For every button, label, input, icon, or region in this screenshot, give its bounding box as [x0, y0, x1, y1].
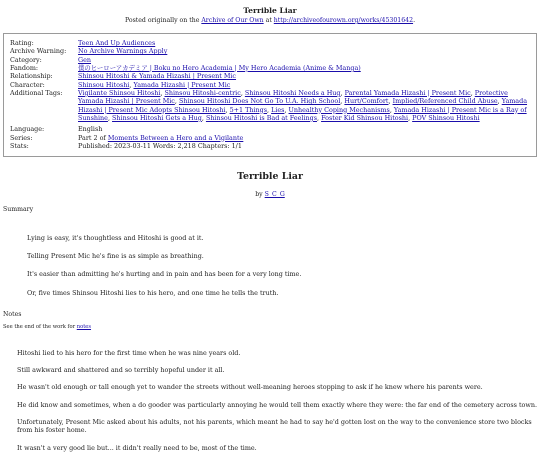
meta-rating-row: [10, 39, 530, 47]
tag-link[interactable]: Shinsou Hitoshi Does Not Go To U.A. High School: [178, 97, 341, 106]
meta-language-row: [10, 125, 530, 133]
series-prefix: Part 2 of: [78, 133, 106, 142]
tag-link[interactable]: Shinsou Hitoshi Needs a Hug: [244, 88, 341, 97]
story-paragraph: He did know and sometimes, when a do gooder was particularly annoying he would tell them exactly where they were: the far end of the cemetery across town.: [17, 400, 537, 409]
summary-paragraph: Lying is easy, it's thoughtless and Hitoshi is good at it.: [27, 233, 204, 242]
meta-stats-row: [10, 142, 530, 150]
meta-relationship-row: [10, 72, 530, 80]
story-body: [17, 349, 540, 452]
stats-label: Stats:: [10, 141, 29, 150]
relationship-label: Relationship:: [10, 72, 53, 81]
work-title: Terrible Liar: [243, 6, 297, 15]
meta-fandom-row: [10, 64, 530, 72]
warning-label: Archive Warning:: [10, 47, 67, 56]
tag-link[interactable]: 5+1 Things: [229, 105, 267, 114]
tag-link[interactable]: Unhealthy Coping Mechanisms: [288, 105, 390, 114]
work-url-link[interactable]: http://archiveofourown.org/works/45301642: [273, 16, 414, 24]
author-link[interactable]: S_C_G: [264, 191, 285, 199]
relationship-link[interactable]: Shinsou Hitoshi & Yamada Hizashi | Present Mic: [78, 72, 237, 81]
rating-link[interactable]: Teen And Up Audiences: [78, 38, 156, 47]
category-link[interactable]: Gen: [78, 55, 92, 64]
language-value: English: [78, 125, 103, 134]
meta-character-row: Character: Shinsou Hitoshi, Yamada Hizashi | Present Mic: [10, 80, 231, 89]
tag-link[interactable]: Shinsou Hitoshi-centric: [164, 88, 241, 97]
notes-line: [3, 324, 540, 331]
series-link[interactable]: Moments Between a Hero and a Vigilante: [107, 133, 244, 142]
story-paragraph: Still awkward and shattered and so terribly hopeful under it all.: [17, 365, 225, 374]
character-link[interactable]: Shinsou Hitoshi: [78, 80, 130, 89]
byline: [0, 191, 540, 199]
tag-link[interactable]: Lies: [271, 105, 285, 114]
category-label: Category:: [10, 55, 42, 64]
character-label: Character:: [10, 80, 45, 89]
tag-link[interactable]: Foster Kid Shinsou Hitoshi: [321, 113, 409, 122]
story-paragraph: He wasn't old enough or tall enough yet to wander the streets without well-meaning heroes stopping to ask if he knew where his parents were.: [17, 383, 483, 392]
rating-label: Rating:: [10, 38, 34, 47]
notes-link[interactable]: notes: [76, 323, 92, 330]
story-title: Terrible Liar: [237, 171, 303, 183]
meta-warning-row: [10, 47, 530, 55]
stats-value: Published: 2023-03-11 Words: 2,218 Chapters: 1/1: [78, 141, 242, 150]
tag-link[interactable]: Shinsou Hitoshi is Bad at Feelings: [205, 113, 317, 122]
work-header: [0, 0, 540, 25]
fandom-link[interactable]: 僕のヒーローアカデミア | Boku no Hero Academia | My Hero Academia (Anime & Manga): [78, 63, 361, 72]
summary-block: [27, 234, 540, 297]
posted-prefix: Posted originally on the: [124, 16, 200, 24]
story-paragraph: Hitoshi lied to his hero for the first time when he was nine years old.: [17, 348, 241, 357]
notes-heading: Notes: [3, 310, 22, 318]
by-prefix: by: [255, 191, 263, 199]
tag-link[interactable]: Vigilante Shinsou Hitoshi: [78, 88, 161, 97]
meta-category-row: [10, 56, 530, 64]
tag-link[interactable]: Hurt/Comfort: [344, 97, 389, 106]
summary-paragraph: Telling Present Mic he's fine is as simple as breathing.: [27, 251, 204, 260]
period: .: [413, 16, 416, 24]
meta-series-row: [10, 134, 530, 142]
character-link[interactable]: Yamada Hizashi | Present Mic: [133, 80, 231, 89]
tags-label: Additional Tags:: [10, 88, 63, 97]
tag-link[interactable]: Implied/Referenced Child Abuse: [392, 97, 498, 106]
tag-link[interactable]: Yamada Hizashi | Present Mic is a Ray of Sunshine: [78, 105, 527, 122]
summary-paragraph: It's easier than admitting he's hurting and in pain and has been for a very long time.: [27, 270, 302, 279]
meta-tags-row: Additional Tags: Vigilante Shinsou Hitoshi, Shinsou Hitoshi-centric, Shinsou Hitoshi Needs a Hug, Parental Yamada Hizashi | Present Mic, Protective Yamada Hizashi | Present Mic, Shinsou Hitoshi Does Not Go To U.A. High School, Hurt/Comfort, Implied/Referenced Child Abuse, Yamada Hizashi | Present Mic Adopts Shinsou Hitoshi, 5+1 Things, Lies, Unhealthy Coping Mechanisms, Yamada Hizashi | Present Mic is a Ray of Sunshine, Shinsou Hitoshi Gets a Hug, Shinsou Hitoshi is Bad at Feelings, Foster Kid Shinsou Hitoshi, POV Shinsou Hitoshi: [10, 88, 528, 122]
warning-link[interactable]: No Archive Warnings Apply: [78, 47, 168, 56]
tag-link[interactable]: Yamada Hizashi | Present Mic Adopts Shinsou Hitoshi: [78, 97, 528, 114]
tag-link[interactable]: Protective Yamada Hizashi | Present Mic: [78, 88, 508, 106]
summary-paragraph: Or, five times Shinsou Hitoshi lies to his hero, and one time he tells the truth.: [27, 288, 279, 297]
series-label: Series:: [10, 133, 33, 142]
at-text: at: [265, 16, 272, 24]
language-label: Language:: [10, 125, 45, 134]
tag-link[interactable]: Parental Yamada Hizashi | Present Mic: [344, 88, 471, 97]
story-paragraph: Unfortunately, Present Mic asked about his adults, not his parents, which meant he had to say he'd gotten lost on the way to the convenience store two blocks from his foster home.: [17, 417, 532, 435]
story-paragraph: It wasn't a very good lie but... it didn't really need to be, most of the time.: [17, 443, 257, 452]
fandom-label: Fandom:: [10, 63, 39, 72]
tag-link[interactable]: Shinsou Hitoshi Gets a Hug: [112, 113, 202, 122]
notes-prefix: See the end of the work for: [3, 323, 76, 330]
tag-link[interactable]: POV Shinsou Hitoshi: [412, 113, 480, 122]
archive-link[interactable]: Archive of Our Own: [201, 16, 264, 24]
posted-line: [0, 17, 540, 25]
meta-box: [3, 33, 537, 157]
summary-heading: Summary: [3, 206, 34, 214]
